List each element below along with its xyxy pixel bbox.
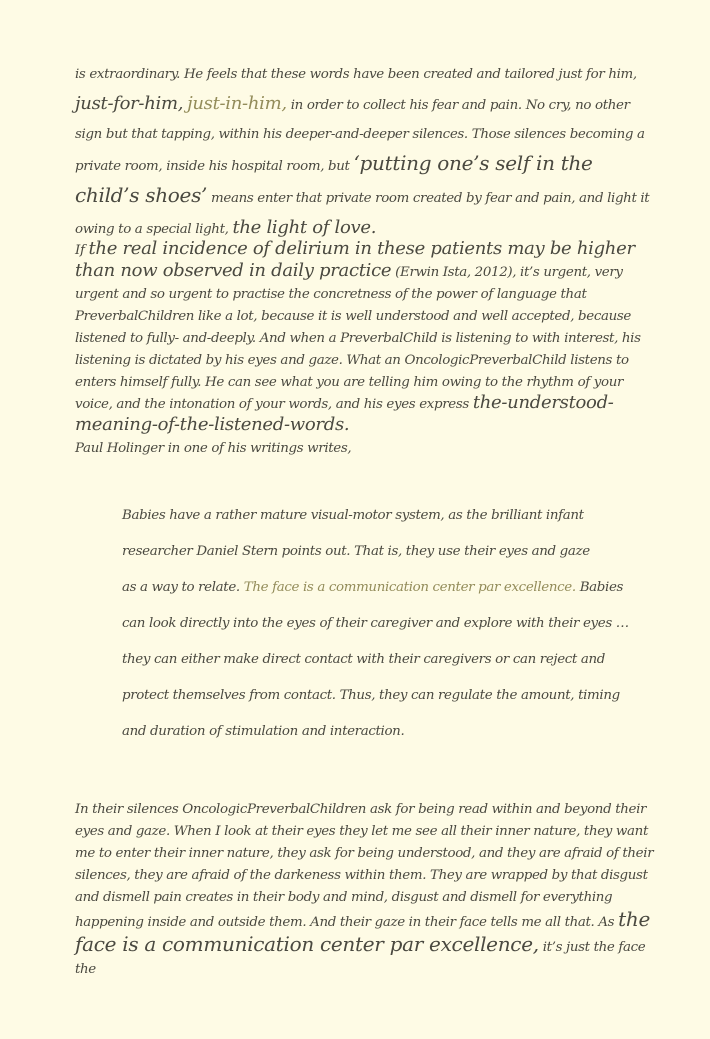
- quote-line-3: [122, 573, 662, 609]
- p2-text-holinger: Paul Holinger in one of his writings writes,: [75, 441, 352, 456]
- p1-emphasis-light-of-love: the light of love.: [232, 217, 377, 238]
- quote-line-3-pre: as a way to relate.: [122, 580, 240, 595]
- quote-line-5: they can either make direct contact with their caregivers or can reject and: [122, 652, 606, 667]
- p2-emphasis-understood-meaning: the-understood-meaning-of-the-listened-words.: [75, 392, 614, 435]
- quote-line-3-post: Babies: [579, 580, 624, 595]
- p1-emphasis-just-for-him: just-for-him,: [75, 93, 184, 114]
- paragraph-2: [75, 240, 655, 460]
- p2-text-1: (Erwin Ista, 2012), it’s urgent, very urgent and so urgent to practise the concretness of the power of language that PreverbalChildren like a lot, because it is well understood and well accepted, because listened to fully- and-deeply. And when a PreverbalChild is listening to with interest, his listening is dictated by his eyes and gaze. What an OncologicPreverbalChild listens to enters himself fully. He can see what you are telling him owing to the rhythm of your voice, and the intonation of your words, and his eyes express: [75, 265, 641, 412]
- paragraph-3: [75, 799, 655, 981]
- p1-emphasis-childs-shoes: ‘putting one’s self in the child’s shoes’: [75, 151, 593, 207]
- block-quote: [122, 501, 662, 753]
- quote-line-1: Babies have a rather mature visual-motor system, as the brilliant infant: [122, 508, 584, 523]
- p1-text-3: means enter that private room created by fear and pain, and light it owing to a special light,: [75, 191, 650, 237]
- p1-accent-just-in-him: just-in-him,: [187, 93, 287, 114]
- p3-text-1: In their silences OncologicPreverbalChildren ask for being read within and beyond their eyes and gaze. When I look at their eyes they let me see all their inner nature, they want me to enter their inner nature, they ask for being understood, and they are afraid of their silences, they are afraid of the darkeness within them. They are wrapped by that disgust and dismell pain creates in their body and mind, disgust and dismell for everything happening inside and outside them. And their gaze in their face tells me all that. As: [75, 802, 654, 930]
- p2-text-if: If: [75, 243, 85, 258]
- paragraph-1: [75, 60, 655, 244]
- p2-emphasis-delirium: the real incidence of delirium in these patients may be higher than now observed in daily practice: [75, 238, 635, 281]
- quote-line-7: and duration of stimulation and interaction.: [122, 724, 405, 739]
- quote-accent-face: The face is a communication center par excellence.: [243, 580, 576, 595]
- quote-line-4: can look directly into the eyes of their caregiver and explore with their eyes …: [122, 616, 629, 631]
- p1-text-2: in order to collect his fear and pain. No cry, no other sign but that tapping, within his deeper-and-deeper silences. Those silences becoming a private room, inside his hospital room, but: [75, 98, 645, 174]
- p3-emphasis-face: the face is a communication center par excellence,: [75, 907, 650, 956]
- quote-line-6: protect themselves from contact. Thus, they can regulate the amount, timing: [122, 688, 620, 703]
- quote-line-2: researcher Daniel Stern points out. That is, they use their eyes and gaze: [122, 544, 590, 559]
- p1-text-1: is extraordinary. He feels that these words have been created and tailored just for him,: [75, 67, 637, 82]
- p3-text-2: it’s just the face the: [75, 940, 646, 977]
